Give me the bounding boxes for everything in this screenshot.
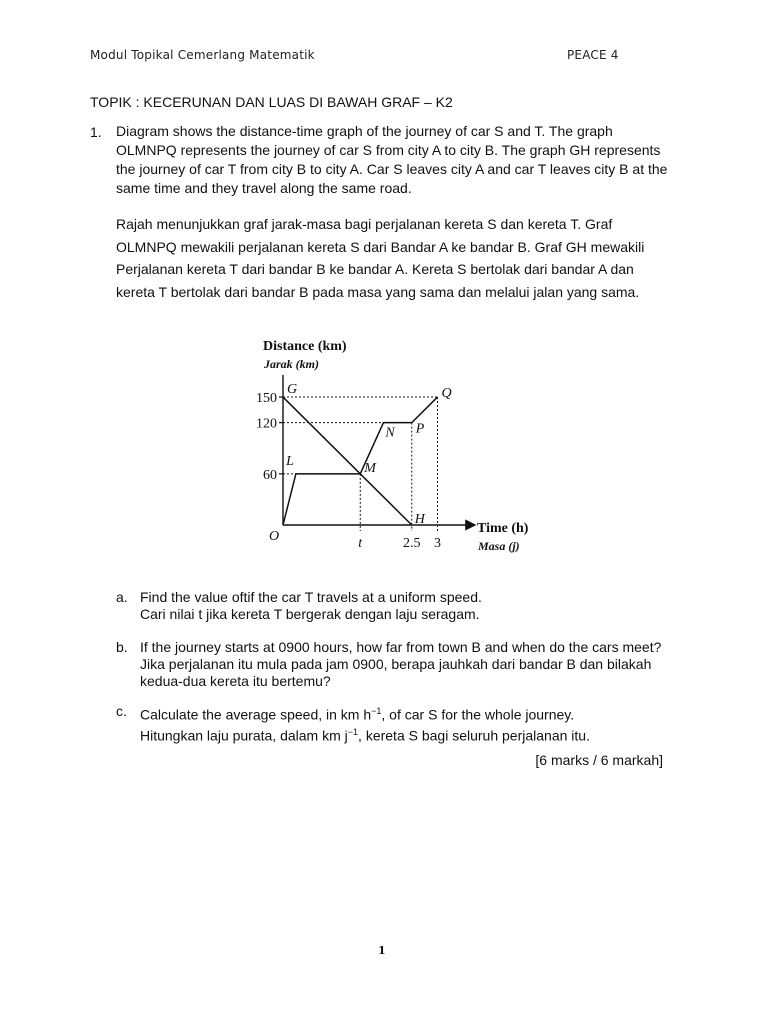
page-number: 1 xyxy=(378,944,386,957)
y-tick-label: 60 xyxy=(263,467,277,483)
part-c-english-text: Calculate the average speed, in km h xyxy=(140,706,372,723)
part-b-english: If the journey starts at 0900 hours, how far from town B and when do the cars meet? xyxy=(140,639,662,655)
point-label-n: N xyxy=(385,425,395,441)
point-label-g: G xyxy=(287,382,298,398)
origin-label: O xyxy=(269,529,280,544)
y-tick-label: 120 xyxy=(256,416,277,432)
question-text-english: Diagram shows the distance-time graph of the journey of car S and T. The graph OLMNPQ represents the journey of car S from city A to city B. The graph GH represents the journey of car T from city B to city A. Car S leaves city A and car T leaves city B at the same time and they travel along the same road. xyxy=(116,123,668,196)
point-label-q: Q xyxy=(441,386,452,402)
point-label-m: M xyxy=(364,460,376,476)
y-axis-title-malay: Jarak (km) xyxy=(264,357,319,371)
question-number: 1. xyxy=(90,124,102,140)
point-label-p: P xyxy=(415,421,425,437)
marks-allocation: [6 marks / 6 markah] xyxy=(535,752,663,768)
running-header-title: Modul Topikal Cemerlang Matematik xyxy=(90,48,315,62)
part-a-malay: Cari nilai t jika kereta T bergerak dengan laju seragam. xyxy=(140,606,480,622)
part-b-label: b. xyxy=(116,639,128,655)
y-tick-label: 150 xyxy=(256,391,277,407)
distance-time-graph xyxy=(255,335,535,560)
part-c-malay-text-end: , kereta S bagi seluruh perjalanan itu. xyxy=(358,727,590,744)
car-t-line xyxy=(283,397,412,525)
part-c-malay-exponent: −1 xyxy=(347,726,359,737)
point-label-h: H xyxy=(414,512,425,527)
x-axis-title-malay: Masa (j) xyxy=(478,539,520,553)
part-c-malay xyxy=(140,724,680,745)
part-a-label: a. xyxy=(116,589,128,605)
x-tick-label: 2.5 xyxy=(403,536,421,551)
x-axis-title: Time (h) xyxy=(477,521,529,536)
part-c-english xyxy=(140,703,680,724)
point-label-l: L xyxy=(286,453,294,469)
y-axis-title: Distance (km) xyxy=(263,339,347,354)
part-b-malay: Jika perjalanan itu mula pada jam 0900, berapa jauhkah dari bandar B dan bilakah kedua-dua kereta itu bertemu? xyxy=(140,656,652,689)
part-c-english-exponent: −1 xyxy=(371,706,382,716)
part-c-english-text-end: , of car S for the whole journey. xyxy=(381,706,575,723)
x-tick-label: t xyxy=(358,536,363,551)
x-tick-label: 3 xyxy=(434,536,441,551)
running-header-code: PEACE 4 xyxy=(567,48,619,62)
part-c-label: c. xyxy=(116,703,127,719)
question-text-malay: Rajah menunjukkan graf jarak-masa bagi perjalanan kereta S dan kereta T. Graf OLMNPQ mewakili perjalanan kereta S dari Bandar A ke bandar B. Graf GH mewakili Perjalanan kereta T dari bandar B ke bandar A. Kereta S bertolak dari bandar A dan kereta T bertolak dari bandar B pada masa yang sama dan melalui jalan yang sama. xyxy=(116,216,645,300)
car-s-line xyxy=(283,397,438,525)
topic-heading: TOPIK : KECERUNAN DAN LUAS DI BAWAH GRAF – K2 xyxy=(90,94,453,110)
part-a-english: Find the value oftif the car T travels at a uniform speed. xyxy=(140,589,482,605)
part-c-malay-text: Hitungkan laju purata, dalam km j xyxy=(140,727,348,744)
